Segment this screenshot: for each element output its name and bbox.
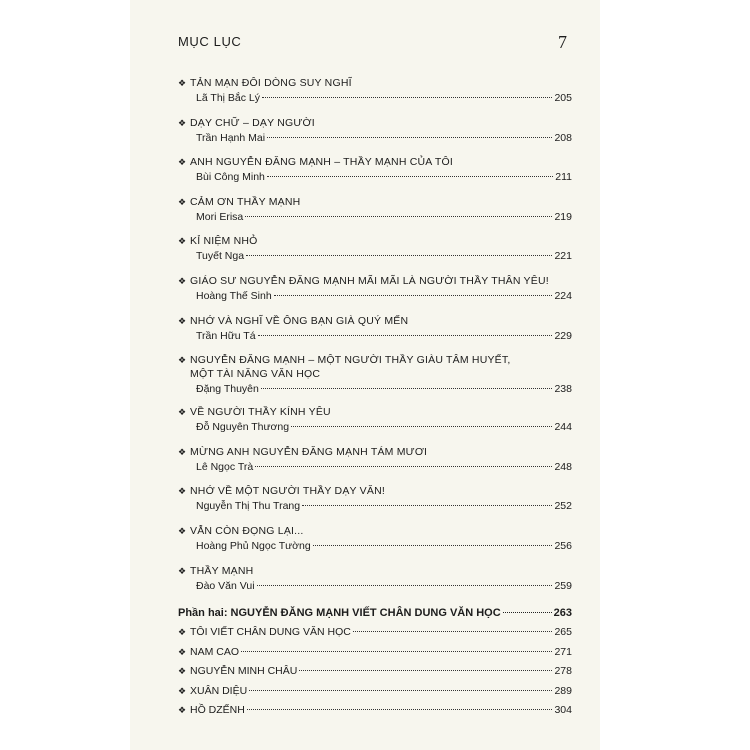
entry-author-line [178,459,572,475]
entry-page-number: 256 [554,539,572,552]
toc-entry[interactable] [178,234,572,264]
toc-entry[interactable] [178,701,572,721]
toc-entry[interactable] [178,195,572,225]
dot-leader [503,612,552,613]
dot-leader [261,388,553,389]
entry-author-line [178,209,572,225]
bullet-icon: ❖ [178,486,187,497]
entry-title [178,234,572,248]
dot-leader [249,690,552,691]
entry-author: Lã Thị Bắc Lý [196,92,261,104]
toc-entry[interactable] [178,116,572,146]
toc-entry[interactable] [178,314,572,344]
entry-author-line [178,419,572,435]
entry-title-text: MỪNG ANH NGUYỄN ĐĂNG MẠNH TÁM MƯƠI [190,445,428,458]
entry-page-number: 271 [554,645,572,658]
entry-author: Hoàng Thế Sinh [196,289,272,302]
dot-leader [246,255,552,256]
entry-author-line [178,248,572,264]
entry-title-text: ANH NGUYỄN ĐĂNG MẠNH – THẦY MẠNH CỦA TÔI [190,156,453,169]
bullet-icon: ❖ [178,525,187,536]
bullet-icon: ❖ [178,78,187,88]
entry-author-line [178,578,572,594]
entry-author: Đào Văn Vui [196,579,255,592]
entry-title-text: VẪN CÒN ĐỌNG LẠI... [190,524,304,537]
entry-page-number: 221 [554,250,572,263]
entry-author-line [178,130,572,146]
entry-title-text: TÔI VIẾT CHÂN DUNG VĂN HỌC [190,626,351,639]
toc-entry[interactable] [178,76,572,106]
dot-leader [299,670,552,671]
entry-title [178,195,572,209]
entry-page-number: 304 [554,704,572,717]
dot-leader [257,585,553,586]
page-header-title: MỤC LỤC [178,34,242,49]
bullet-icon: ❖ [178,117,187,128]
dot-leader [291,426,552,427]
entry-title-text: NHỚ VÀ NGHĨ VỀ ÔNG BẠN GIÀ QUÝ MẾN [190,314,409,327]
toc-entry[interactable] [178,643,572,663]
entry-author-line [178,90,572,106]
entry-author: Đặng Thuyên [196,383,259,396]
entry-page-number: 259 [554,579,572,592]
entry-title [178,116,572,130]
entry-author-line [178,169,572,185]
entry-title [178,155,572,169]
entry-title [178,524,572,538]
entry-page-number: 278 [554,665,572,678]
entry-title-text: NAM CAO [190,645,240,658]
toc-entry[interactable] [178,353,572,397]
toc-entry[interactable] [178,682,572,702]
toc-entry[interactable] [178,445,572,475]
entry-author-line [178,288,572,304]
dot-leader [274,295,553,296]
entry-page-number: 248 [554,460,572,473]
bullet-icon: ❖ [178,666,187,677]
entry-page-number: 208 [554,131,572,144]
toc-entry[interactable] [178,524,572,554]
entry-title-text: GIÁO SƯ NGUYỄN ĐĂNG MẠNH MÃI MÃI LÀ NGƯỜI THẦY THÂN YÊU! [190,274,549,287]
bullet-icon: ❖ [178,355,187,366]
toc-entry[interactable] [178,662,572,682]
entry-title [178,274,572,288]
dot-leader [302,505,552,506]
page-number: 7 [558,32,567,52]
bullet-icon: ❖ [178,446,187,457]
dot-leader [262,97,552,98]
entry-title [178,564,572,578]
entry-author: Bùi Công Minh [196,171,265,184]
bullet-icon: ❖ [178,315,187,326]
entry-title-text: VỀ NGƯỜI THẦY KÍNH YÊU [190,406,331,419]
dot-leader [241,651,552,652]
entry-author-line [178,498,572,514]
entry-author: Đỗ Nguyên Thương [196,421,290,434]
dot-leader [267,176,553,177]
entry-author: Lê Ngọc Trà [196,460,254,473]
entry-title-text: DẠY CHỮ – DẠY NGƯỜI [190,116,315,129]
bullet-icon: ❖ [178,565,187,576]
bullet-icon: ❖ [178,196,187,207]
toc-entry[interactable] [178,484,572,514]
entry-page-number: 252 [554,500,572,513]
toc-entry[interactable] [178,155,572,185]
entry-page-number: 244 [554,421,572,434]
bullet-icon: ❖ [178,646,187,657]
entry-page-number: 229 [554,329,572,342]
entry-title-continued [178,367,572,381]
part-page-number: 263 [553,607,572,620]
dot-leader [247,709,553,710]
entry-author: Nguyễn Thị Thu Trang [196,500,301,513]
dot-leader [258,335,553,336]
entry-title-text-2: MỘT TÀI NĂNG VĂN HỌC [190,368,321,381]
entry-page-number: 238 [554,383,572,396]
toc-entry[interactable] [178,564,572,594]
entry-author: Trần Hữu Tá [196,329,256,342]
bullet-icon: ❖ [178,157,187,168]
entry-page-number: 211 [555,171,572,184]
entry-title-text: TẢN MẠN ĐÔI DÒNG SUY NGHĨ [190,77,352,89]
dot-leader [267,137,552,138]
entry-title [178,353,572,367]
part-label: Phần hai: NGUYỄN ĐĂNG MẠNH VIẾT CHÂN DUNG VĂN HỌC [178,607,501,620]
entry-title [178,405,572,419]
dot-leader [255,466,552,467]
entry-author: Trần Hạnh Mai [196,131,266,144]
entry-author: Mori Erisa [196,210,244,223]
entry-page-number: 265 [554,626,572,639]
entry-page-number: 219 [554,210,572,223]
entry-author: Tuyết Nga [196,250,245,263]
bullet-icon: ❖ [178,705,187,716]
entry-title [178,314,572,328]
dot-leader [353,631,553,632]
entry-author-line [178,381,572,397]
entry-title [178,445,572,459]
table-of-contents [178,76,572,721]
entry-author-line [178,538,572,554]
part-heading[interactable] [178,603,572,623]
entry-title-text: HỒ DZẾNH [190,704,245,717]
toc-entry[interactable] [178,623,572,643]
dot-leader [245,216,552,217]
bullet-icon: ❖ [178,275,187,286]
entry-page-number: 289 [554,684,572,697]
entry-title-text: THẦY MẠNH [190,564,254,577]
entry-title-text: CẢM ƠN THẦY MẠNH [190,195,301,208]
bullet-icon: ❖ [178,685,187,696]
entry-author-line [178,328,572,344]
bullet-icon: ❖ [178,407,187,418]
entry-title-text: KỈ NIỆM NHỎ [190,235,258,248]
entry-title-text: NGUYỄN ĐĂNG MẠNH – MỘT NGƯỜI THẦY GIÀU TÂM HUYẾT, [190,354,511,367]
entry-title-text: NHỚ VỀ MỘT NGƯỜI THẦY DẠY VĂN! [190,485,385,498]
entry-title-text: XUÂN DIỆU [190,684,248,697]
toc-entry[interactable] [178,274,572,304]
bullet-icon: ❖ [178,236,187,247]
entry-title [178,76,572,90]
entry-page-number: 205 [554,92,572,104]
entry-title-text: NGUYỄN MINH CHÂU [190,665,298,678]
bullet-icon: ❖ [178,627,187,638]
dot-leader [313,545,553,546]
entry-author: Hoàng Phủ Ngọc Tường [196,539,311,552]
entry-title [178,484,572,498]
entry-page-number: 224 [554,289,572,302]
toc-entry[interactable] [178,405,572,435]
